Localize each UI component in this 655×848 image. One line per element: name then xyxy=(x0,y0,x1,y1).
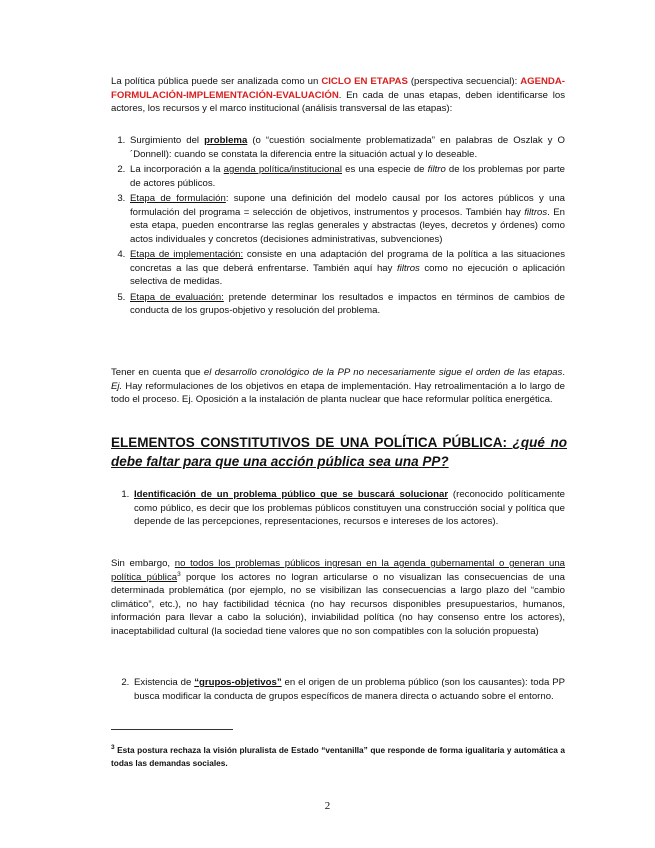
chronology-example-label: Ej. xyxy=(111,380,123,392)
stage-1-term: problema xyxy=(204,135,248,146)
stages-list xyxy=(111,134,565,318)
elements-list-block-2 xyxy=(115,676,565,705)
intro-paragraph xyxy=(111,75,565,116)
stage-item-2 xyxy=(128,163,565,190)
stage-5-text-a: pretende determinar los resultados e impactos en términos de cambios de conducta de los grupos-objetivo y resolución del problema. xyxy=(130,291,566,316)
caveat-paragraph xyxy=(111,557,565,638)
page-number: 2 xyxy=(324,800,331,812)
caveat-underlined: no todos los problemas públicos ingresan en la agenda gubernamental o generan una política pública xyxy=(111,558,565,583)
elements-list-1 xyxy=(115,488,565,529)
stage-4-text-a: consiste en una adaptación del programa de la política a las situaciones concretas a las que deberá enfrentarse. También aquí hay xyxy=(130,249,565,274)
stage-2-text-b: es una especie de xyxy=(342,164,428,175)
chronology-text-b: . xyxy=(562,367,565,378)
stage-2-text-a: La incorporación a la xyxy=(130,164,224,175)
intro-text-a: La política pública puede ser analizada como un xyxy=(111,76,322,87)
footnote-divider xyxy=(111,729,233,730)
footnote-ref: 3 xyxy=(177,570,181,578)
caveat-text-b: porque los actores no logran articularse o no visualizan las consecuencias de una determinada problemática (por ejemplo, no se visibilizan las consecuencias a largo plazo del “cambio climático”, etc.), no hay factibilidad técnica (no hay recursos disponibles presupuestarios, humanos, información para llevar a cabo la solución), inviabilidad política (no hay consenso entre los actores), inaceptabilidad cultural (la sociedad tiene valores que no son compatibles con la solución propuesta) xyxy=(111,571,565,637)
stage-1-text-a: Surgimiento del xyxy=(130,135,205,146)
element-item-1 xyxy=(132,488,565,529)
stage-4-term: Etapa de implementación: xyxy=(130,249,244,260)
chronology-paragraph xyxy=(111,366,565,407)
stage-3-text-b: . En esta etapa, pueden encontrarse las reglas generales y abstractas (leyes, decretos y órdenes) como actos individuales y concretos (decisiones administrativas, subvenciones) xyxy=(130,206,565,245)
stage-4-text-b: como no ejecución o aplicación selectiva de medidas. xyxy=(130,262,565,287)
intro-text-c: . En cada de unas etapas, deben identificarse los actores, los recursos y el marco institucional (análisis transversal de las etapas): xyxy=(111,89,565,114)
elements-list-2 xyxy=(115,676,565,703)
stage-2-text-c: de los problemas por parte de actores públicos. xyxy=(130,164,565,189)
stage-3-italic: filtros xyxy=(524,206,548,218)
footnote xyxy=(111,744,565,769)
element-2-term: “grupos-objetivos” xyxy=(194,677,282,688)
chronology-text-c: Hay reformulaciones de los objetivos en etapa de implementación. Hay retroalimentación a lo largo de todo el proceso. Ej. Oposición a la instalación de planta nuclear que hace reformular política energética. xyxy=(111,380,565,405)
ciclo-en-etapas-highlight: CICLO EN ETAPAS xyxy=(321,76,408,87)
caveat-text-a: Sin embargo, xyxy=(111,558,175,569)
section-heading xyxy=(111,433,567,471)
stage-item-1 xyxy=(128,134,565,161)
element-2-text-b: en el origen de un problema público (son los causantes): toda PP busca modificar la conducta de grupos específicos de manera directa o actuando sobre el entorno. xyxy=(134,677,565,702)
heading-question: ¿qué no debe faltar para que una acción pública sea una PP? xyxy=(111,435,567,469)
stage-2-term: agenda política/institucional xyxy=(223,164,343,175)
chronology-italic: el desarrollo cronológico de la PP no necesariamente sigue el orden de las etapas xyxy=(203,367,563,378)
elements-list-block-1 xyxy=(115,488,565,531)
stage-item-5 xyxy=(128,291,565,318)
chronology-text-a: Tener en cuenta que xyxy=(111,367,204,378)
element-2-text-a: Existencia de xyxy=(134,677,195,688)
element-1-term: Identificación de un problema público que se buscará solucionar xyxy=(134,489,449,500)
footnote-number: 3 xyxy=(111,744,115,752)
stage-4-italic: filtros xyxy=(396,262,420,274)
element-1-text: (reconocido políticamente como público, es decir que los problemas públicos constituyen una construcción social y política que depende de las percepciones, representaciones, recursos e intereses de los actores). xyxy=(134,489,565,527)
stage-5-term: Etapa de evaluación: xyxy=(130,291,224,303)
stage-item-4 xyxy=(128,248,565,289)
stages-highlight: AGENDA-FORMULACIÓN-IMPLEMENTACIÓN-EVALUACIÓN xyxy=(111,76,565,101)
stage-item-3 xyxy=(128,192,565,246)
footnote-text: Esta postura rechaza la visión pluralista de Estado “ventanilla” que responde de forma igualitaria y automática a todas las demandas sociales. xyxy=(111,745,565,768)
stage-3-term: Etapa de formulación xyxy=(130,193,226,204)
stages-list-block xyxy=(111,134,565,320)
stage-1-text-b: (o “cuestión socialmente problematizada” en palabras de Oszlak y O´Donnell): cuando se constata la diferencia entre la situación actual y lo deseable. xyxy=(130,135,565,160)
element-item-2 xyxy=(132,676,565,703)
stage-2-italic: filtro xyxy=(427,164,446,175)
intro-text-b: (perspectiva secuencial): xyxy=(407,76,521,87)
stage-3-text-a: : supone una definición del modelo causal por los actores públicos y una formulación del programa = selección de objetivos, instrumentos y procesos. También hay xyxy=(130,193,565,218)
heading-main: ELEMENTOS CONSTITUTIVOS DE UNA POLÍTICA PÚBLICA: xyxy=(111,435,513,450)
